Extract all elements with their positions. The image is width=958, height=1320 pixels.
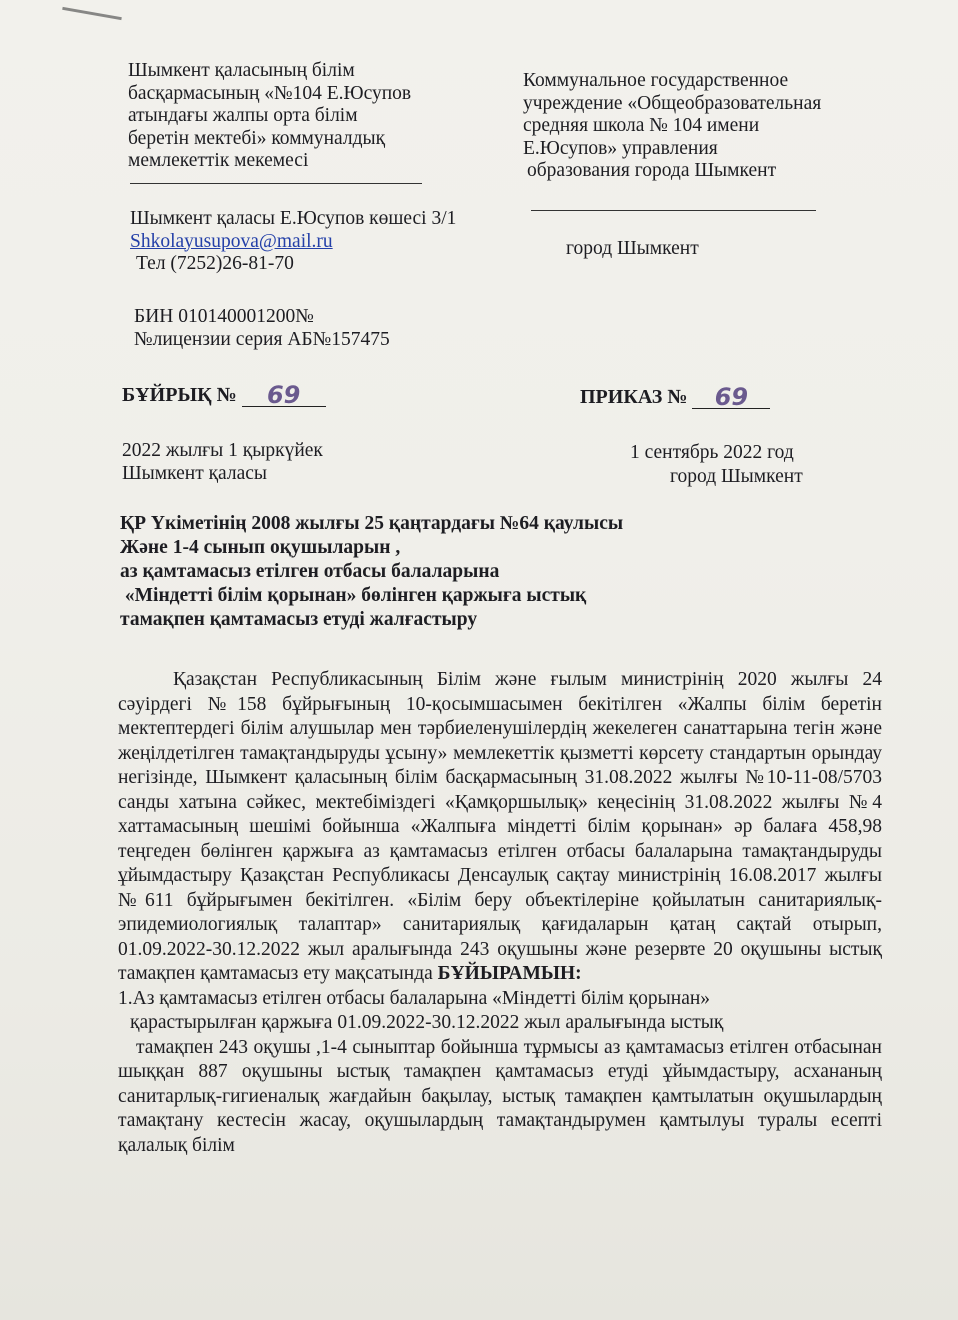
title-line: аз қамтамасыз етілген отбасы балаларына: [120, 561, 500, 582]
header-right-org-line: Коммунальное государственное: [523, 70, 789, 91]
title-line: тамақпен қамтамасыз етуді жалғастыру: [120, 609, 478, 630]
title-line: Және 1-4 сынып оқушыларын ,: [120, 537, 401, 558]
city-kz: Шымкент қаласы: [122, 462, 268, 484]
order-number-kz: [122, 381, 326, 409]
title-line: «Міндетті білім қорынан» бөлінген қаржыға ыстық: [120, 585, 587, 606]
header-left-org-line: Шымкент қаласының білім: [128, 60, 355, 81]
date-ru: 1 сентябрь 2022 год: [630, 442, 794, 463]
order-label-kz: БҰЙРЫҚ №: [122, 384, 237, 406]
license: №лицензии серия АБ№157475: [134, 328, 390, 350]
header-right-org-line: образования города Шымкент: [527, 160, 777, 181]
header-left-rule: [130, 183, 422, 184]
item-1-line-2: қарастырылған қаржыға 01.09.2022-30.12.2022 жыл аралығында ыстық: [130, 1012, 724, 1033]
header-left-org-line: мемлекеттік мекемесі: [128, 150, 309, 171]
header-left-org-line: басқармасының «№104 Е.Юсупов: [128, 82, 412, 104]
order-body: [118, 668, 882, 1158]
item-1-rest: тамақпен 243 оқушы ,1-4 сыныптар бойынша тұрмысы аз қамтамасыз етілген отбасынан шыққан 887 оқушыны ыстық тамақпен қамтамасыз етуді ұйымдастыру, асхананың санитарлық-гигиеналық жағдайын бақылау, ыстық тамақпен қамтылатын оқушылардың тамақтану кестесін жасау, оқушылардың тамақтандырумен қамтылуы туралы есепті қалалық білім: [118, 1036, 882, 1156]
order-number-handwritten-ru: 69: [692, 386, 770, 409]
header-right-org-line: средняя школа № 104 имени: [523, 115, 760, 136]
email-link[interactable]: Shkolayusupova@mail.ru: [130, 230, 333, 252]
date-block-kz: [122, 440, 323, 485]
order-label-ru: ПРИКАЗ №: [580, 386, 688, 408]
pen-mark: [62, 7, 122, 20]
header-right-org: [523, 70, 821, 183]
header-left-registry: [134, 306, 390, 351]
header-left-org-line: атындағы жалпы орта білім: [128, 105, 358, 126]
directive-word: БҰЙЫРАМЫН:: [437, 963, 582, 984]
order-number-ru: [580, 383, 770, 411]
city-ru: город Шымкент: [670, 466, 803, 487]
address: Шымкент қаласы Е.Юсупов көшесі 3/1: [130, 208, 457, 229]
item-1-line-1: 1.Аз қамтамасыз етілген отбасы балаларына «Міндетті білім қорынан»: [118, 987, 711, 1009]
header-right-rule: [531, 210, 816, 211]
header-left-org: [128, 60, 411, 173]
header-left-contacts: [130, 208, 456, 276]
header-left-org-line: беретін мектебі» коммуналдық: [128, 127, 386, 149]
header-right-org-line: учреждение «Общеобразовательная: [523, 92, 822, 114]
header-right-city: город Шымкент: [566, 238, 699, 259]
order-number-handwritten-kz: 69: [242, 384, 326, 407]
phone: Тел (7252)26-81-70: [136, 253, 294, 274]
preamble-paragraph: [118, 668, 882, 987]
order-title: [120, 512, 623, 632]
bin: БИН 010140001200№: [134, 306, 314, 327]
date-kz: 2022 жылғы 1 қыркүйек: [122, 440, 323, 461]
preamble-text: Қазақстан Республикасының Білім және ғылым министрінің 2020 жылғы 24 сәуірдегі №158 бұйрығының 10-қосымшасымен бекітілген «Жалпы білім беретін мектептердегі білім алушылар мен тәрбиеленушілердің жекелеген санаттарына тегін және жеңілдетілген тамақтандыруды ұсыну» мемлекеттік қызметті көрсету стандартын орындау негізінде, Шымкент қаласының білім басқармасының 31.08.2022 жылғы №10-11-08/5703 санды хатына сәйкес, мектебіміздегі «Қамқоршылық» кеңесінің 31.08.2022 жылғы №4 хаттамасының шешімі бойынша «Жалпыға міндетті білім қорынан» әр балаға 458,98 теңгеден бөлінген қаржыға аз қамтамасыз етілген отбасы балаларына тамақтандыруды ұйымдастыру Қазақстан Республикасы Денсаулық сақтау министрінің 16.08.2017 жылғы №611 бұйрығымен бекітілген. «Білім беру объектілеріне қойылатын санитариялық-эпидемиологиялық талаптар» санитариялық қағидаларын қатаң сақтай отырып, 01.09.2022-30.12.2022 жыл аралығында 243 оқушыны және резервте 20 оқушыны ыстық тамақпен қамтамасыз ету мақсатында: [118, 669, 882, 984]
title-line: ҚР Үкіметінің 2008 жылғы 25 қаңтардағы №64 қаулысы: [120, 513, 624, 534]
header-right-org-line: Е.Юсупов» управления: [523, 137, 718, 159]
